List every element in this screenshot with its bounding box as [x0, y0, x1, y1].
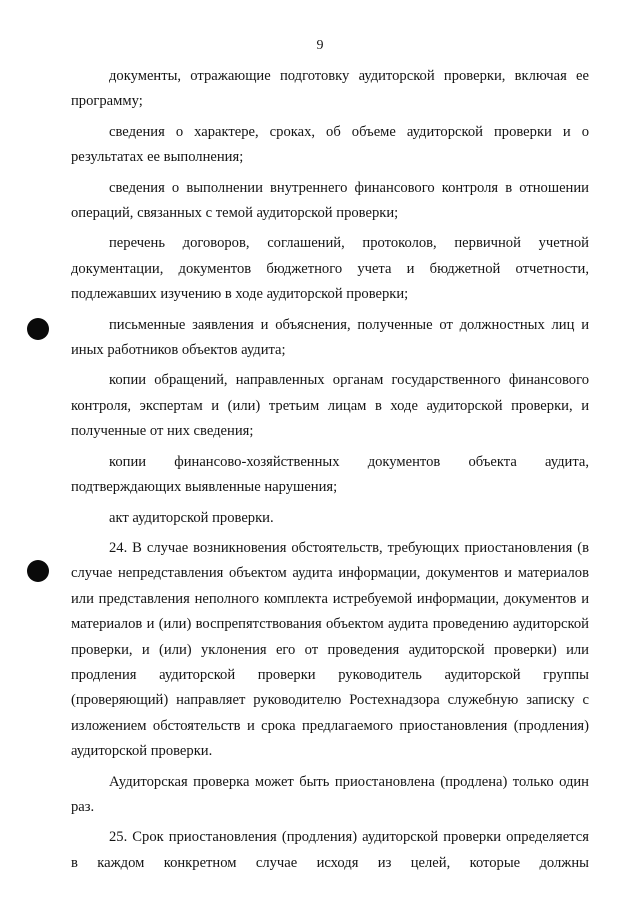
paragraph-audit-act: акт аудиторской проверки.	[109, 509, 274, 526]
paragraph-contracts-list: перечень договоров, соглашений, протоколов, первичной учетной документации, документов бюджетного учета и бюджетной отчетности, подлежавших изучению в ходе аудиторской проверки;	[71, 235, 589, 303]
paragraph-suspension-once: Аудиторская проверка может быть приостановлена (продлена) только один раз.	[71, 773, 589, 815]
document-body	[71, 64, 589, 881]
paragraph-internal-control: сведения о выполнении внутреннего финансового контроля в отношении операций, связанных с темой аудиторской проверки;	[71, 179, 589, 222]
punch-hole-mark	[27, 560, 49, 582]
paragraph-requests: копии обращений, направленных органам государственного финансового контроля, экспертам и (или) третьим лицам в ходе аудиторской проверки, и полученные от них сведения;	[71, 372, 589, 440]
paragraph-statements: письменные заявления и объяснения, полученные от должностных лиц и иных работников объектов аудита;	[71, 316, 589, 359]
paragraph-audit-info: сведения о характере, сроках, об объеме аудиторской проверки и о результатах ее выполнения;	[71, 123, 589, 166]
page-number: 9	[316, 38, 324, 53]
paragraph-documents: документы, отражающие подготовку аудиторской проверки, включая ее программу;	[71, 68, 589, 110]
paragraph-item-24: 24. В случае возникновения обстоятельств, требующих приостановления (в случае непредставления объектом аудита информации, документов и материалов или представления неполного комплекта истребуемой информации, документов и материалов и (или) воспрепятствования объектом аудита проведению аудиторской проверки, и (или) уклонения его от проведения аудиторской проверки) или продления аудиторской проверки руководитель аудиторской группы (проверяющий) направляет руководителю Ростехнадзора служебную записку с изложением обстоятельств и срока предлагаемого приостановления (продления) аудиторской проверки.	[71, 539, 589, 760]
punch-hole-mark	[27, 318, 49, 340]
paragraph-copies: копии финансово-хозяйственных документов объекта аудита, подтверждающих выявленные нарушения;	[71, 453, 589, 496]
paragraph-item-25: 25. Срок приостановления (продления) аудиторской проверки определяется в каждом конкретном случае исходя из целей, которые должны	[71, 829, 589, 871]
